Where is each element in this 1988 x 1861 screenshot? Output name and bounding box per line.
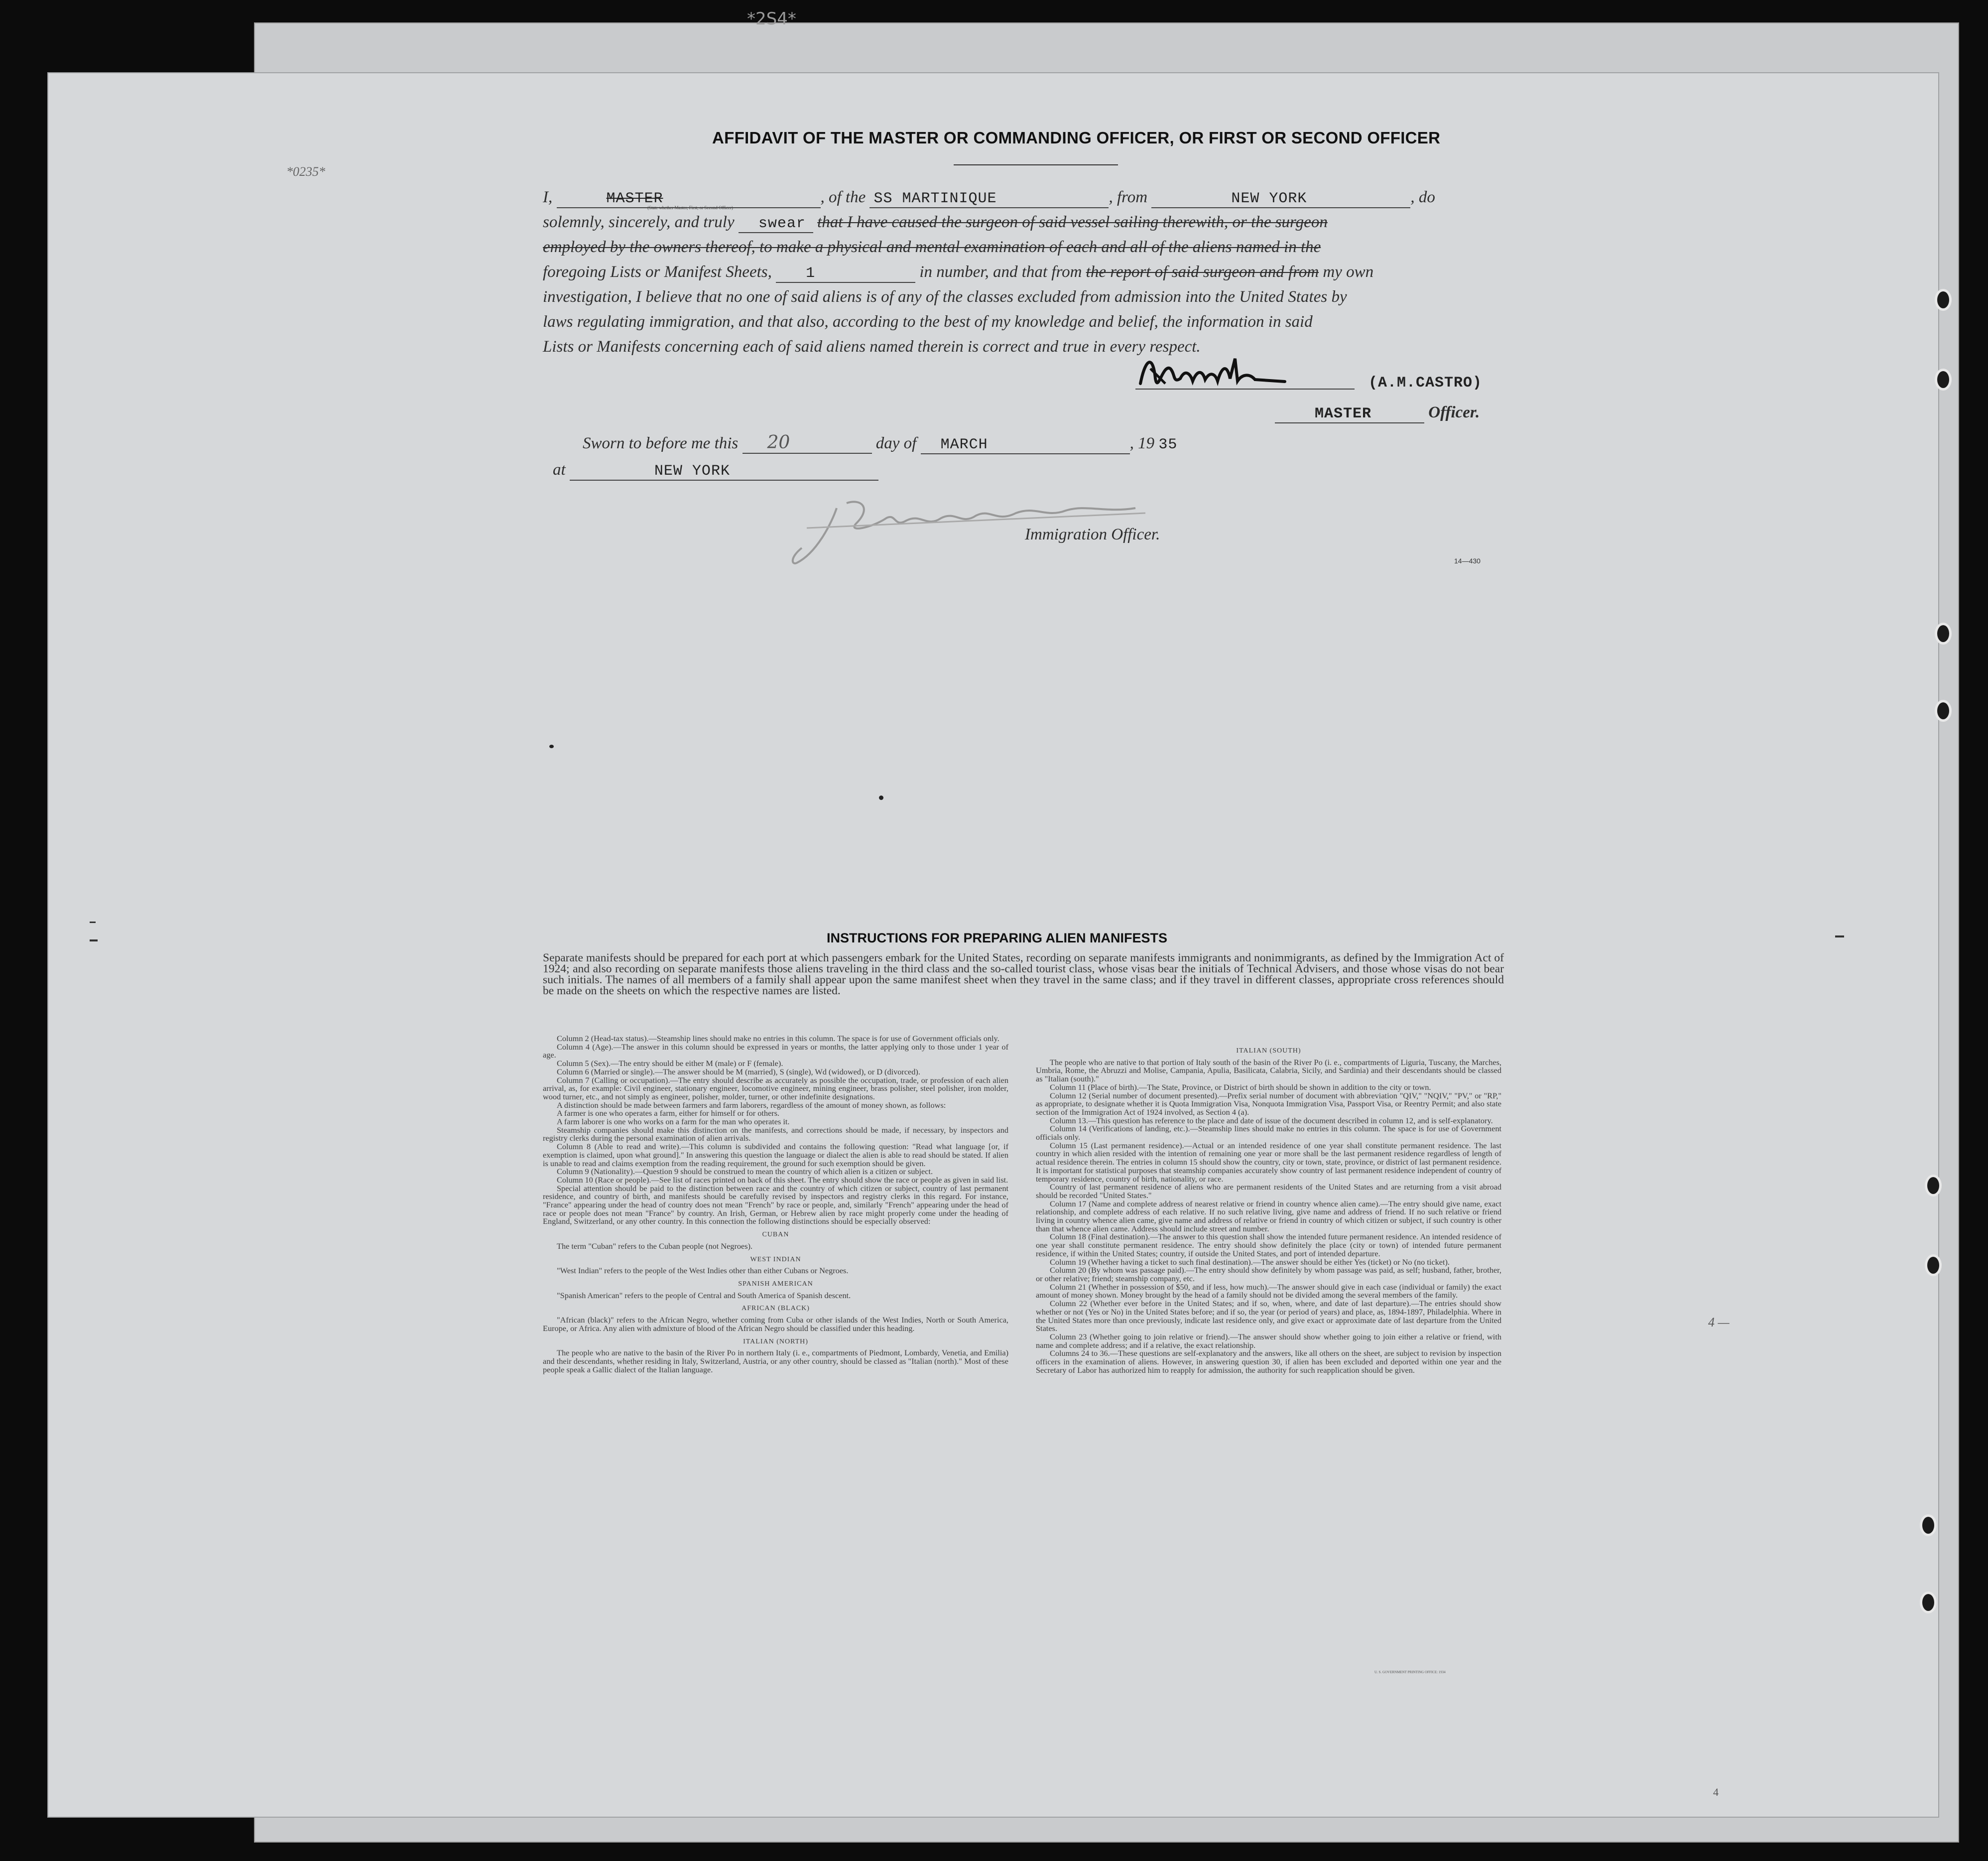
binder-hole (1935, 369, 1952, 391)
port-field (1151, 188, 1410, 208)
instruction-paragraph: Column 17 (Name and complete address of nearest relative or friend in country whence alien came).—The entry should give name, exact relationship, and complete address of each relative. If no such relative living, give name and address of friend. If no such relative or friend living in country whence alien came, give name and address of relative or friend in country of which citizen or subject, if such country is other than that whence alien came. Address should include street and number. (1036, 1198, 1501, 1233)
section-text: "West Indian" refers to the people of the West Indies other than either Cubans or Negroes. (557, 1266, 849, 1276)
instruction-paragraph: Column 15 (Last permanent residence).—Actual or an intended residence of one year shall constitute permanent residence. The last country in which alien resided with the intention of remaining one year or more shall be the last permanent residence regardless of length of actual residence therein. The entries in column 15 should show the country, city or town, state, province, or district of last permanent residence. It is important for statistical purposes that steamship companies accurately show country of last permanent residence independent of country of temporary residence, country of birth, nationality, or race. (1036, 1140, 1501, 1184)
signature-line (1135, 389, 1355, 390)
instruction-paragraph: Column 9 (Nationality).—Question 9 should be construed to mean the country of which alien is a citizen or subject. (557, 1167, 933, 1177)
section-heading: WEST INDIAN (750, 1255, 801, 1263)
binder-hole (1920, 1514, 1937, 1536)
line4-start: foregoing Lists or Manifest Sheets, (543, 263, 772, 281)
instruction-paragraph: Column 10 (Race or people).—See list of races printed on back of this sheet. The entry should show the race or people as given in said list. (557, 1175, 1008, 1185)
line2-start: solemnly, sincerely, and truly (543, 213, 735, 231)
affidavit-line-2 (543, 213, 1328, 233)
title-rule (954, 164, 1118, 165)
ship-value: SS MARTINIQUE (873, 190, 997, 207)
header-mark: *2S4* (747, 9, 796, 29)
instruction-paragraph: A distinction should be made between farmers and farm laborers, regardless of the amount of money shown, as follows: (557, 1100, 946, 1110)
instructions-right-column (1036, 1042, 1501, 1374)
line4-end: my own (1323, 263, 1374, 281)
from-label: , from (1109, 188, 1148, 206)
affidavit-i: I, (543, 188, 553, 206)
place-value: NEW YORK (654, 463, 730, 480)
instruction-paragraph: A farm laborer is one who works on a farm for the man who operates it. (557, 1117, 790, 1127)
form-code: 14—430 (1454, 557, 1481, 565)
master-signature (1135, 349, 1305, 399)
instruction-paragraph: Column 8 (Able to read and write).—This column is subdivided and contains the following question: "Read what language [or, if exemption is claimed, upon what ground]." In answering this question the language or dialect the alien is able to read should be stated. If alien is unable to read and claims exemption from the reading requirement, the ground for such exemption should be given. (543, 1142, 1008, 1168)
margin-mark: 4 — (1708, 1315, 1730, 1329)
officer-line (1275, 403, 1480, 423)
officer-label: Officer. (1428, 403, 1480, 421)
instruction-paragraph: A farmer is one who operates a farm, either for himself or for others. (557, 1108, 780, 1118)
instruction-paragraph: Column 11 (Place of birth).—The State, Province, or District of birth should be shown in addition to the city or town. (1050, 1082, 1431, 1092)
sworn-start: Sworn to before me this (583, 434, 739, 452)
instruction-paragraph: Column 6 (Married or single).—The answer should be M (married), S (single), Wd (widowed), or D (divorced). (557, 1066, 920, 1076)
ship-field (870, 188, 1109, 208)
edge-tick (90, 939, 98, 941)
binder-hole (1935, 289, 1952, 311)
affidavit-line-5: investigation, I believe that no one of said aliens is of any of the classes excluded from admission into the United States by (543, 288, 1347, 306)
affidavit-line-7: Lists or Manifests concerning each of said aliens named therein is correct and true in every respect. (543, 338, 1201, 356)
instruction-paragraph: Column 19 (Whether having a ticket to such final destination).—The answer should be either Yes (ticket) or No (no ticket). (1050, 1257, 1450, 1267)
section-heading: CUBAN (762, 1231, 789, 1239)
day-value: 20 (767, 432, 790, 453)
port-value: NEW YORK (1231, 190, 1307, 207)
line4-mid: in number, and that from (919, 263, 1082, 281)
rank-field (1275, 403, 1424, 423)
rank-value: MASTER (1315, 405, 1372, 422)
instruction-paragraph: Column 22 (Whether ever before in the United States; and if so, when, where, and date of last departure).—The entries should show whether or not (Yes or No) in the United States before; and if so, the year (or period of years) and place, as, 1894-1897, Philadelphia. Where in the United States more than once previously, indicate last residence only, and give exact or approximate date of last departure from the United States. (1036, 1299, 1501, 1333)
instruction-paragraph: Column 14 (Verifications of landing, etc.).—Steamship lines should make no entries in this column. The space is for use of Government officials only. (1036, 1124, 1501, 1142)
affidavit-title: AFFIDAVIT OF THE MASTER OR COMMANDING OFFICER, OR FIRST OR SECOND OFFICER (712, 129, 1441, 147)
instructions-title: INSTRUCTIONS FOR PREPARING ALIEN MANIFESTS (827, 930, 1168, 945)
edge-tick (90, 922, 96, 923)
instruction-paragraph: Column 7 (Calling or occupation).—The entry should describe as accurately as possible the occupation, trade, or profession of each alien arrival, as, for example: Civil engineer, stationary engineer, locomotive engineer, mining engineer, brass polisher, steel polisher, iron molder, wood turner, etc., and not simply as engineer, polisher, molder, turner, or other indefinite designations. (543, 1075, 1008, 1101)
section-text: "Spanish American" refers to the people of Central and South America of Spanish descent. (557, 1290, 851, 1300)
instruction-paragraph: Columns 24 to 36.—These questions are self-explanatory and the answers, like all others on the sheet, are subject to revision by inspection officers in the examination of aliens. However, in answering question 30, if alien has been excluded and deported within one year and the Secretary of Labor has authorized him to reapply for admission, the authority for such reapplication should be given. (1036, 1348, 1501, 1375)
sworn-line (583, 432, 1177, 454)
at-label: at (553, 461, 566, 479)
instruction-paragraph: Column 20 (By whom was passage paid).—The entry should show definitely by whom passage was paid, as self; husband, father, brother, or other relative; friend; steamship company, etc. (1036, 1265, 1501, 1283)
instruction-paragraph: Column 23 (Whether going to join relative or friend).—The answer should show whether going to join either a relative or friend, with name and complete address; and if a relative, the exact relationship. (1036, 1331, 1501, 1350)
sheets-value: 1 (806, 265, 816, 282)
do-label: , do (1410, 188, 1435, 206)
affidavit-line-3: employed by the owners thereof, to make a physical and mental examination of each and all of the aliens named in the (543, 238, 1321, 256)
stray-mark (549, 745, 554, 748)
year-prefix: , 19 (1129, 434, 1155, 452)
day-of-label: day of (875, 434, 917, 452)
binder-hole (1925, 1254, 1942, 1276)
stray-mark (879, 796, 883, 800)
line2-struck: that I have caused the surgeon of said vessel sailing therewith, or the surgeon (817, 213, 1328, 231)
section-heading: AFRICAN (BLACK) (742, 1305, 810, 1313)
gpo-imprint: U. S. GOVERNMENT PRINTING OFFICE: 1934 (1374, 1670, 1446, 1674)
immigration-officer-label: Immigration Officer. (1025, 526, 1160, 543)
of-the-label: , of the (820, 188, 866, 206)
binder-hole (1935, 623, 1952, 645)
instruction-paragraph: Column 21 (Whether in possession of $50, and if less, how much).—The answer should give in each case (individual or family) the exact amount of money shown. Money brought by the head of a family should not be divided among the several members of the family. (1036, 1282, 1501, 1300)
sheets-field (776, 263, 915, 283)
section-text: The people who are native to the basin of the River Po in northern Italy (i. e., compartments of Piedmont, Lombardy, Venetia, and Emilia) and their descendants, whether residing in Italy, Switzerland, Austria, or any other country, should be classed as "Italian (north)." Most of these people speak a Gallic dialect of the Italian language. (543, 1348, 1008, 1374)
master-hint: (State whether Master, First, or Second Officer) (647, 205, 733, 210)
margin-mark: 4 (1713, 1786, 1719, 1798)
place-field (570, 461, 878, 481)
master-value: MASTER (606, 190, 663, 207)
month-field (921, 434, 1130, 454)
swear-field (739, 213, 813, 233)
edge-tick (1835, 935, 1844, 937)
instruction-paragraph: Column 18 (Final destination).—The answer to this question shall show the intended future permanent residence. An intended residence of one year shall constitute permanent residence. The entry should show definitely the place (city or town) of intended future permanent residence, if within the United States; country, if outside the United States, and port of intended departure. (1036, 1232, 1501, 1258)
year-value: 35 (1158, 436, 1178, 453)
section-heading: ITALIAN (NORTH) (743, 1337, 808, 1345)
italian-south-heading: ITALIAN (SOUTH) (1236, 1047, 1301, 1055)
section-text: The term "Cuban" refers to the Cuban people (not Negroes). (557, 1241, 753, 1251)
instruction-paragraph: Column 13.—This question has reference to the place and date of issue of the document described in column 12, and is self-explanatory. (1050, 1115, 1493, 1125)
affidavit-line-6: laws regulating immigration, and that also, according to the best of my knowledge and belief, the information in said (543, 313, 1313, 331)
swear-value: swear (758, 215, 806, 232)
signature-name: (A.M.CASTRO) (1368, 375, 1483, 392)
line4-struck: the report of said surgeon and from (1086, 263, 1319, 281)
binder-hole (1920, 1592, 1937, 1613)
instructions-intro: Separate manifests should be prepared for each port at which passengers embark for the United States, recording on separate manifests immigrants and nonimmigrants, as defined by the Immigration Act of 1924; and also recording on separate manifests those aliens traveling in the third class and the so-called tourist class, whose visas bear the initials of Technical Advisers, and those whose visas do not bear such initials. The names of all members of a family shall appear upon the same manifest sheet when they travel in the same class; and if they travel in different classes, appropriate cross references should be made on the sheets on which the respective names are listed. (543, 951, 1504, 997)
month-value: MARCH (940, 436, 988, 453)
instruction-paragraph: Column 5 (Sex).—The entry should be either M (male) or F (female). (557, 1059, 783, 1068)
instruction-paragraph: Column 12 (Serial number of document presented).—Prefix serial number of document with abbreviation "QIV," "NQIV," "PV," or "RP," as appropriate, to designate whether it is Quota Immigration Visa, Nonquota Immigration Visa, Passport Visa, or Reentry Permit; and also state section of the Immigration Act of 1924 involved, as Section 4 (a). (1036, 1090, 1501, 1117)
section-heading: SPANISH AMERICAN (738, 1280, 813, 1288)
instruction-paragraph: Special attention should be paid to the distinction between race and the country of which citizen or subject, country of last permanent residence, and country of birth, and manifests should be carefully revised by inspectors and registry clerks in this regard. For instance, "France" appearing under the head of country does not mean "French" by race or people, and, similarly "French" appearing under the head of race or people does not mean "France" by country. An Irish, German, or Hebrew alien by race might properly come under the heading of England, Switzerland, or any other country. In this connection the following distinctions should be especially observed: (543, 1183, 1008, 1226)
affidavit-line-4 (543, 263, 1373, 283)
instruction-paragraph: The people who are native to that portion of Italy south of the basin of the River Po (i. e., compartments of Liguria, Tuscany, the Marches, Umbria, Rome, the Abruzzi and Molise, Campania, Apulia, Basilicata, Calabria, Sicily, and Sardinia) and their descendants should be classed as "Italian (south)." (1036, 1057, 1501, 1084)
instruction-paragraph: Column 4 (Age).—The answer in this column should be expressed in years or months, the latter applying only to those under 1 year of age. (543, 1042, 1008, 1060)
instruction-paragraph: Country of last permanent residence of aliens who are permanent residents of the United States and are returning from a visit abroad should be recorded "United States." (1036, 1182, 1501, 1200)
section-text: "African (black)" refers to the African Negro, whether coming from Cuba or other islands of the West Indies, North or South America, Europe, or Africa. Any alien with admixture of blood of the African Negro should be classified under this heading. (543, 1315, 1008, 1333)
binder-hole (1925, 1175, 1942, 1196)
corner-mark: *0235* (286, 164, 325, 179)
instruction-paragraph: Column 2 (Head-tax status).—Steamship lines should make no entries in this column. The space is for use of Government officials only. (557, 1034, 999, 1043)
instructions-left-column (543, 1035, 1008, 1374)
binder-hole (1935, 700, 1952, 722)
at-line (553, 461, 878, 481)
day-field (743, 432, 872, 454)
instruction-paragraph: Steamship companies should make this distinction on the manifests, and corrections should be made, if necessary, by inspectors and registry clerks during the personal examination of alien arrivals. (543, 1125, 1008, 1143)
